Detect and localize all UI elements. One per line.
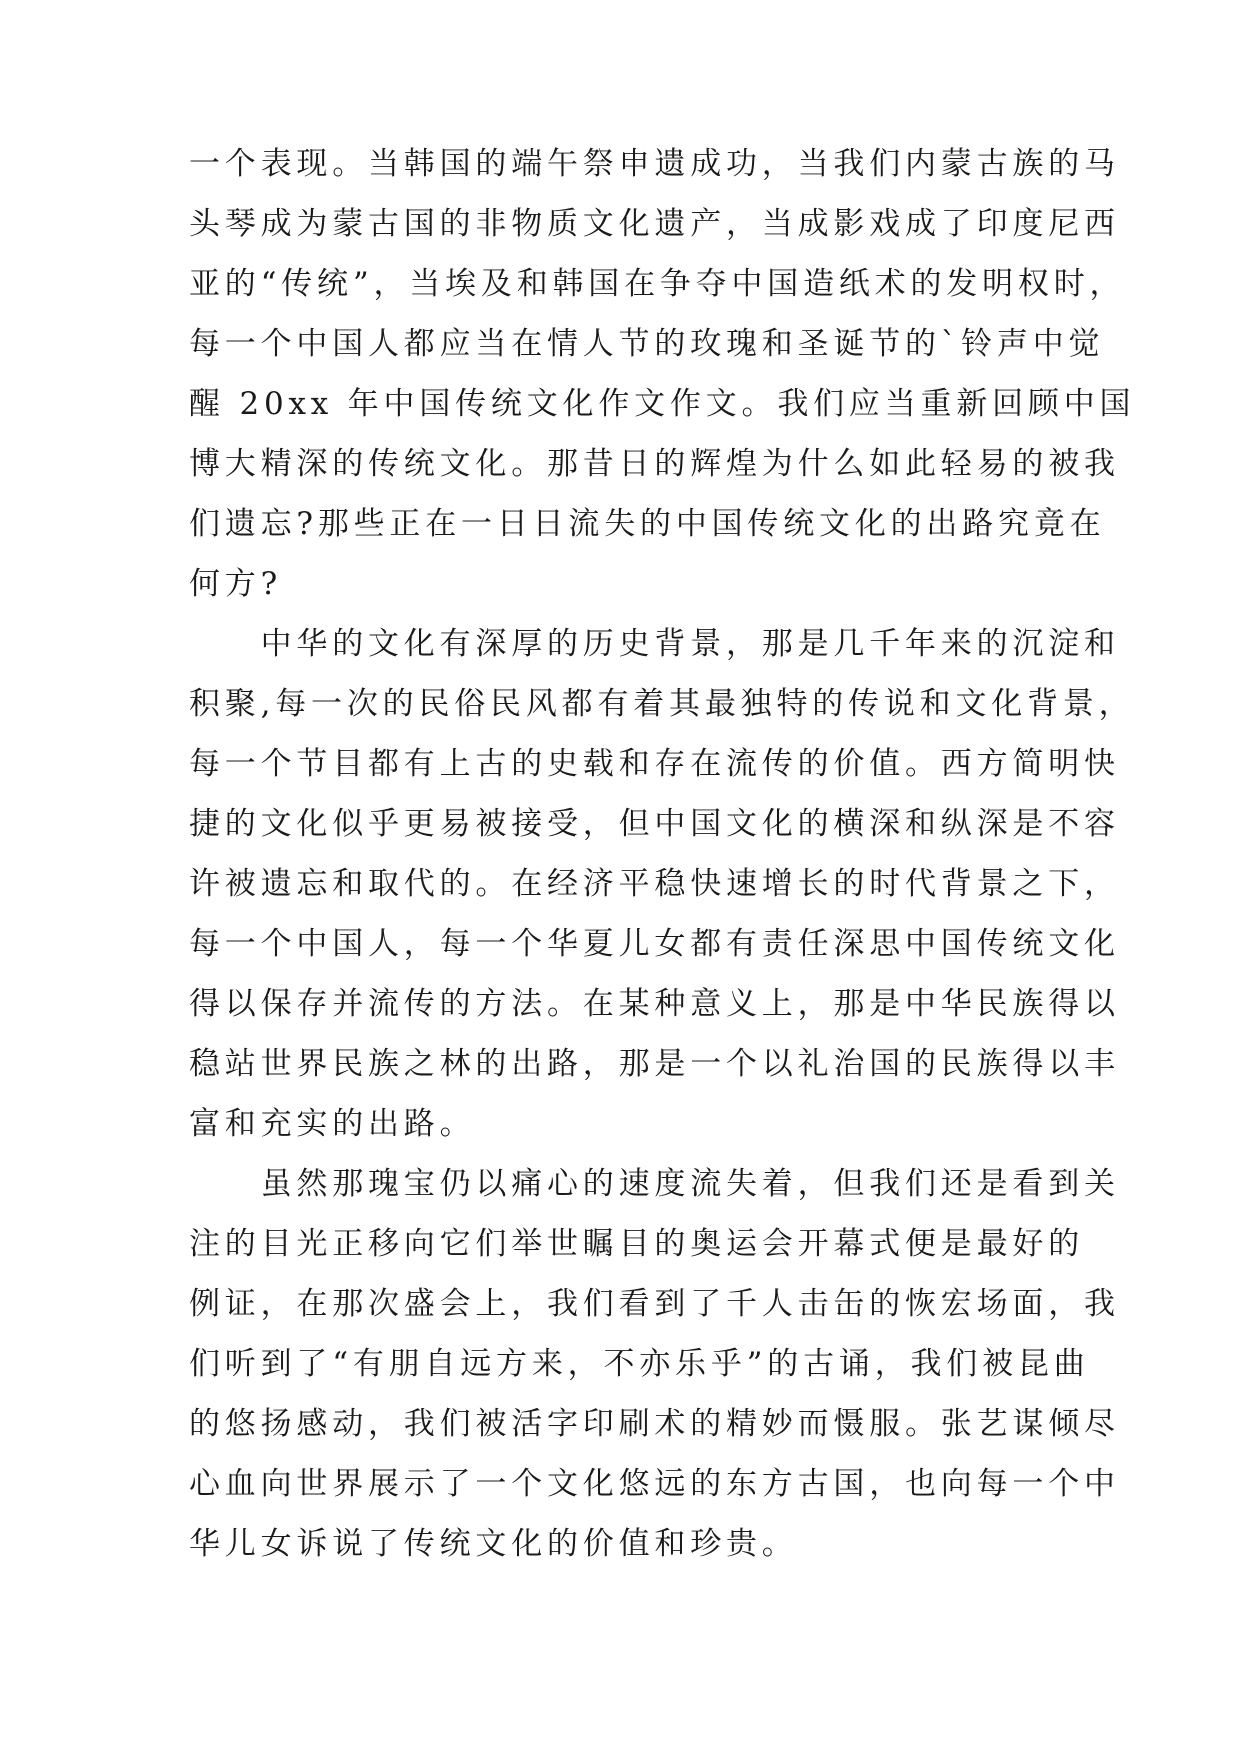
text-line: 的悠扬感动，我们被活字印刷术的精妙而慑服。张艺谋倾尽 <box>189 1406 1120 1442</box>
text-line: 们遗忘?那些正在一日日流失的中国传统文化的出路究竟在 <box>189 506 1106 542</box>
text-line: 中华的文化有深厚的历史背景，那是几千年来的沉淀和 <box>189 626 1120 662</box>
text-line: 醒 20xx 年中国传统文化作文作文。我们应当重新回顾中国 <box>189 386 1136 422</box>
text-line: 每一个节目都有上古的史载和存在流传的价值。西方简明快 <box>189 746 1120 782</box>
text-line: 博大精深的传统文化。那昔日的辉煌为什么如此轻易的被我 <box>189 446 1120 482</box>
text-line: 许被遗忘和取代的。在经济平稳快速增长的时代背景之下， <box>189 866 1120 902</box>
paragraph-2 <box>189 614 1135 1154</box>
text-line: 积聚,每一次的民俗民风都有着其最独特的传说和文化背景， <box>189 686 1135 722</box>
text-line: 富和充实的出路。 <box>189 1106 476 1142</box>
text-line: 捷的文化似乎更易被接受，但中国文化的横深和纵深是不容 <box>189 806 1120 842</box>
text-line: 每一个中国人都应当在情人节的玫瑰和圣诞节的`铃声中觉 <box>189 326 1105 362</box>
text-line: 注的目光正移向它们举世瞩目的奥运会开幕式便是最好的 <box>189 1226 1084 1262</box>
text-line: 每一个中国人，每一个华夏儿女都有责任深思中国传统文化 <box>189 926 1120 962</box>
text-line: 心血向世界展示了一个文化悠远的东方古国，也向每一个中 <box>189 1466 1120 1502</box>
text-line: 稳站世界民族之林的出路，那是一个以礼治国的民族得以丰 <box>189 1046 1120 1082</box>
document-body <box>189 134 1136 1574</box>
text-line: 虽然那瑰宝仍以痛心的速度流失着，但我们还是看到关 <box>189 1166 1120 1202</box>
text-line: 何方? <box>189 566 283 602</box>
text-line: 一个表现。当韩国的端午祭申遗成功，当我们内蒙古族的马 <box>189 146 1120 182</box>
paragraph-3 <box>189 1154 1120 1574</box>
text-line: 华儿女诉说了传统文化的价值和珍贵。 <box>189 1526 798 1562</box>
text-line: 们听到了“有朋自远方来，不亦乐乎”的古诵，我们被昆曲 <box>189 1346 1090 1382</box>
paragraph-1 <box>189 134 1136 614</box>
text-line: 亚的“传统”，当埃及和韩国在争夺中国造纸术的发明权时， <box>189 266 1126 302</box>
text-line: 头琴成为蒙古国的非物质文化遗产，当成影戏成了印度尼西 <box>189 206 1120 242</box>
text-line: 得以保存并流传的方法。在某种意义上，那是中华民族得以 <box>189 986 1120 1022</box>
text-line: 例证，在那次盛会上，我们看到了千人击缶的恢宏场面，我 <box>189 1286 1120 1322</box>
